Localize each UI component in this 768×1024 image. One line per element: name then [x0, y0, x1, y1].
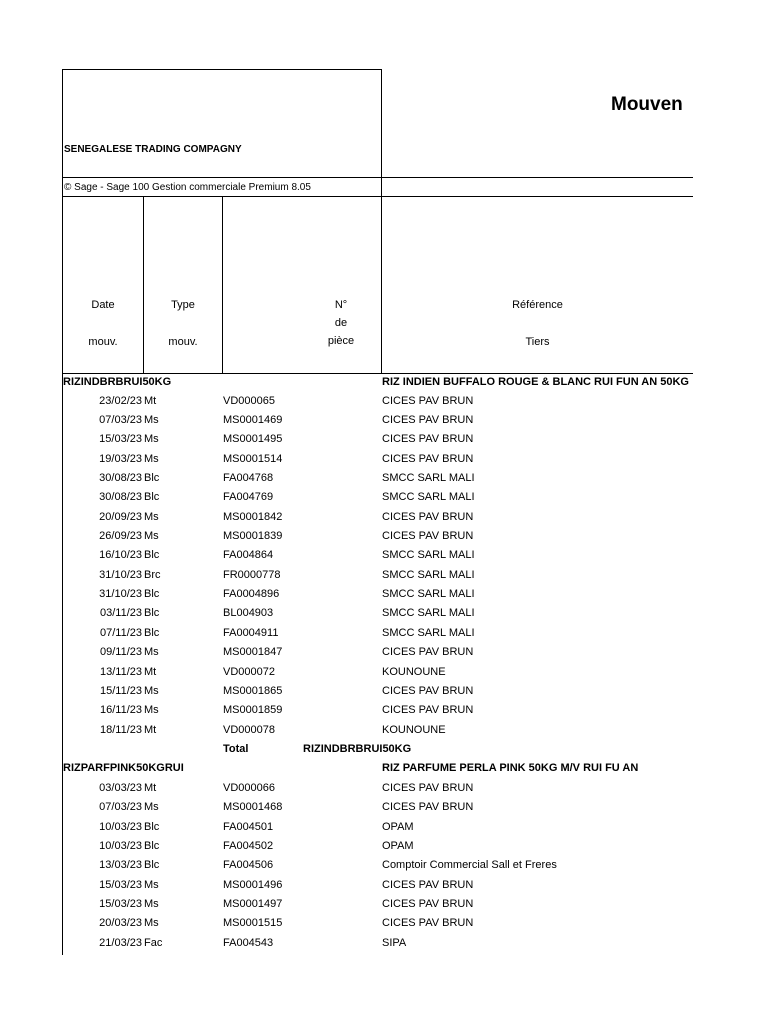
row-tiers: SMCC SARL MALI [382, 569, 475, 581]
row-tiers: CICES PAV BRUN [382, 414, 474, 426]
row-date: 03/03/23 [99, 782, 142, 794]
report-title: Mouven [611, 94, 683, 115]
table-row [0, 469, 768, 488]
row-piece: MS0001496 [223, 879, 283, 891]
row-date: 30/08/23 [99, 491, 142, 503]
row-type: Ms [144, 530, 159, 542]
row-type: Ms [144, 917, 159, 929]
table-row [0, 895, 768, 914]
row-piece: FA0004896 [223, 588, 280, 600]
row-tiers: OPAM [382, 840, 414, 852]
col-sep-3 [381, 69, 382, 374]
row-date: 15/11/23 [99, 685, 142, 697]
table-row [0, 779, 768, 798]
row-type: Mt [144, 782, 157, 794]
row-date: 20/09/23 [99, 511, 142, 523]
row-piece: FA004543 [223, 937, 274, 949]
row-date: 07/03/23 [99, 414, 142, 426]
row-piece: BL004903 [223, 607, 274, 619]
row-tiers: CICES PAV BRUN [382, 898, 474, 910]
row-piece: MS0001839 [223, 530, 283, 542]
row-type: Ms [144, 414, 159, 426]
row-piece: FR0000778 [223, 569, 281, 581]
row-piece: FA004506 [223, 859, 274, 871]
table-row [0, 934, 768, 953]
group-label: RIZ PARFUME PERLA PINK 50KG M/V RUI FU AN [382, 762, 639, 774]
row-type: Blc [144, 840, 160, 852]
row-piece: FA0004911 [223, 627, 279, 639]
table-row [0, 818, 768, 837]
row-date: 18/11/23 [99, 724, 142, 736]
row-type: Mt [144, 666, 157, 678]
row-piece: MS0001514 [223, 453, 283, 465]
table-row [0, 798, 768, 817]
row-tiers: OPAM [382, 821, 414, 833]
row-tiers: Comptoir Commercial Sall et Freres [382, 859, 557, 871]
row-type: Ms [144, 898, 159, 910]
row-type: Ms [144, 685, 159, 697]
row-piece: MS0001469 [223, 414, 283, 426]
row-date: 23/02/23 [99, 395, 142, 407]
row-piece: MS0001865 [223, 685, 283, 697]
col-header-piece-line3: pièce [327, 335, 355, 347]
company-rule [62, 177, 693, 178]
row-type: Blc [144, 607, 160, 619]
row-tiers: SMCC SARL MALI [382, 549, 475, 561]
row-date: 15/03/23 [99, 433, 142, 445]
table-row [0, 527, 768, 546]
row-type: Ms [144, 433, 159, 445]
row-tiers: SMCC SARL MALI [382, 588, 475, 600]
row-type: Blc [144, 859, 160, 871]
row-type: Blc [144, 627, 160, 639]
row-type: Brc [144, 569, 161, 581]
row-type: Mt [144, 724, 157, 736]
row-piece: MS0001847 [223, 646, 283, 658]
row-date: 19/03/23 [99, 453, 142, 465]
total-code: RIZINDBRBRUI50KG [303, 743, 412, 755]
group-code: RIZPARFPINK50KGRUI [63, 762, 184, 774]
row-type: Blc [144, 821, 160, 833]
row-piece: MS0001859 [223, 704, 283, 716]
col-header-date-line1: Date [91, 299, 115, 311]
col-header-type [144, 299, 222, 348]
row-tiers: CICES PAV BRUN [382, 453, 474, 465]
row-piece: FA004768 [223, 472, 274, 484]
row-date: 16/11/23 [99, 704, 142, 716]
table-row [0, 682, 768, 701]
row-date: 07/03/23 [99, 801, 142, 813]
row-type: Mt [144, 395, 157, 407]
group-code: RIZINDBRBRUI50KG [63, 376, 172, 388]
row-tiers: CICES PAV BRUN [382, 395, 474, 407]
copyright-text: © Sage - Sage 100 Gestion commerciale Premium 8.05 [64, 182, 311, 193]
row-piece: FA004769 [223, 491, 274, 503]
row-tiers: CICES PAV BRUN [382, 917, 474, 929]
row-type: Ms [144, 646, 159, 658]
row-date: 10/03/23 [99, 840, 142, 852]
row-tiers: CICES PAV BRUN [382, 646, 474, 658]
row-date: 26/09/23 [99, 530, 142, 542]
table-row [0, 392, 768, 411]
row-tiers: SIPA [382, 937, 407, 949]
col-header-ref [480, 299, 595, 348]
row-tiers: SMCC SARL MALI [382, 607, 475, 619]
row-date: 07/11/23 [99, 627, 142, 639]
col-sep-2 [222, 196, 223, 374]
table-row [0, 624, 768, 643]
row-type: Ms [144, 801, 159, 813]
table-row [0, 604, 768, 623]
table-row [0, 856, 768, 875]
row-type: Blc [144, 588, 160, 600]
row-piece: MS0001842 [223, 511, 283, 523]
row-type: Ms [144, 511, 159, 523]
row-date: 30/08/23 [99, 472, 142, 484]
col-header-type-line1: Type [171, 299, 195, 311]
table-row [0, 546, 768, 565]
row-date: 13/03/23 [99, 859, 142, 871]
col-header-ref-line1: Référence [512, 299, 563, 311]
table-row [0, 488, 768, 507]
row-tiers: KOUNOUNE [382, 724, 446, 736]
table-row [0, 430, 768, 449]
row-piece: FA004501 [223, 821, 274, 833]
row-date: 16/10/23 [99, 549, 142, 561]
table-row [0, 914, 768, 933]
row-date: 31/10/23 [99, 569, 142, 581]
company-name: SENEGALESE TRADING COMPAGNY [64, 144, 242, 155]
table-row [0, 508, 768, 527]
table-row [0, 876, 768, 895]
row-type: Blc [144, 472, 160, 484]
col-header-ref-line2: Tiers [525, 336, 550, 348]
row-type: Fac [144, 937, 163, 949]
total-label: Total [223, 743, 249, 755]
col-header-date [63, 299, 143, 348]
row-tiers: CICES PAV BRUN [382, 530, 474, 542]
row-piece: FA004502 [223, 840, 274, 852]
table-row [0, 837, 768, 856]
row-piece: FA004864 [223, 549, 274, 561]
row-piece: MS0001497 [223, 898, 283, 910]
col-header-piece-line1: N° [334, 299, 348, 311]
row-piece: VD000065 [223, 395, 275, 407]
col-header-type-line2: mouv. [168, 336, 198, 348]
table-row [0, 721, 768, 740]
table-row [0, 450, 768, 469]
row-type: Blc [144, 491, 160, 503]
row-tiers: CICES PAV BRUN [382, 801, 474, 813]
row-piece: VD000066 [223, 782, 275, 794]
row-type: Ms [144, 879, 159, 891]
group-total-row [0, 740, 768, 759]
row-tiers: CICES PAV BRUN [382, 511, 474, 523]
row-tiers: SMCC SARL MALI [382, 472, 475, 484]
row-tiers: SMCC SARL MALI [382, 491, 475, 503]
columns-top-rule [62, 196, 693, 197]
row-tiers: CICES PAV BRUN [382, 704, 474, 716]
header-top-rule [62, 69, 381, 70]
row-date: 13/11/23 [99, 666, 142, 678]
row-type: Ms [144, 453, 159, 465]
row-tiers: KOUNOUNE [382, 666, 446, 678]
row-date: 10/03/23 [99, 821, 142, 833]
row-date: 31/10/23 [99, 588, 142, 600]
col-header-piece-line2: de [334, 317, 348, 329]
row-tiers: CICES PAV BRUN [382, 879, 474, 891]
row-date: 15/03/23 [99, 879, 142, 891]
col-header-date-line2: mouv. [88, 336, 118, 348]
table-row [0, 566, 768, 585]
row-type: Blc [144, 549, 160, 561]
row-date: 09/11/23 [99, 646, 142, 658]
table-row [0, 585, 768, 604]
row-tiers: CICES PAV BRUN [382, 685, 474, 697]
row-piece: MS0001495 [223, 433, 283, 445]
row-piece: VD000072 [223, 666, 275, 678]
table-row [0, 701, 768, 720]
row-date: 21/03/23 [99, 937, 142, 949]
row-tiers: CICES PAV BRUN [382, 433, 474, 445]
row-piece: MS0001515 [223, 917, 283, 929]
table-row [0, 663, 768, 682]
row-type: Ms [144, 704, 159, 716]
table-row [0, 643, 768, 662]
row-date: 20/03/23 [99, 917, 142, 929]
row-piece: MS0001468 [223, 801, 283, 813]
row-tiers: SMCC SARL MALI [382, 627, 475, 639]
row-date: 03/11/23 [99, 607, 142, 619]
row-tiers: CICES PAV BRUN [382, 782, 474, 794]
table-row [0, 411, 768, 430]
col-header-piece [318, 299, 364, 347]
group-label: RIZ INDIEN BUFFALO ROUGE & BLANC RUI FUN AN 50KG [382, 376, 689, 388]
row-date: 15/03/23 [99, 898, 142, 910]
row-piece: VD000078 [223, 724, 275, 736]
